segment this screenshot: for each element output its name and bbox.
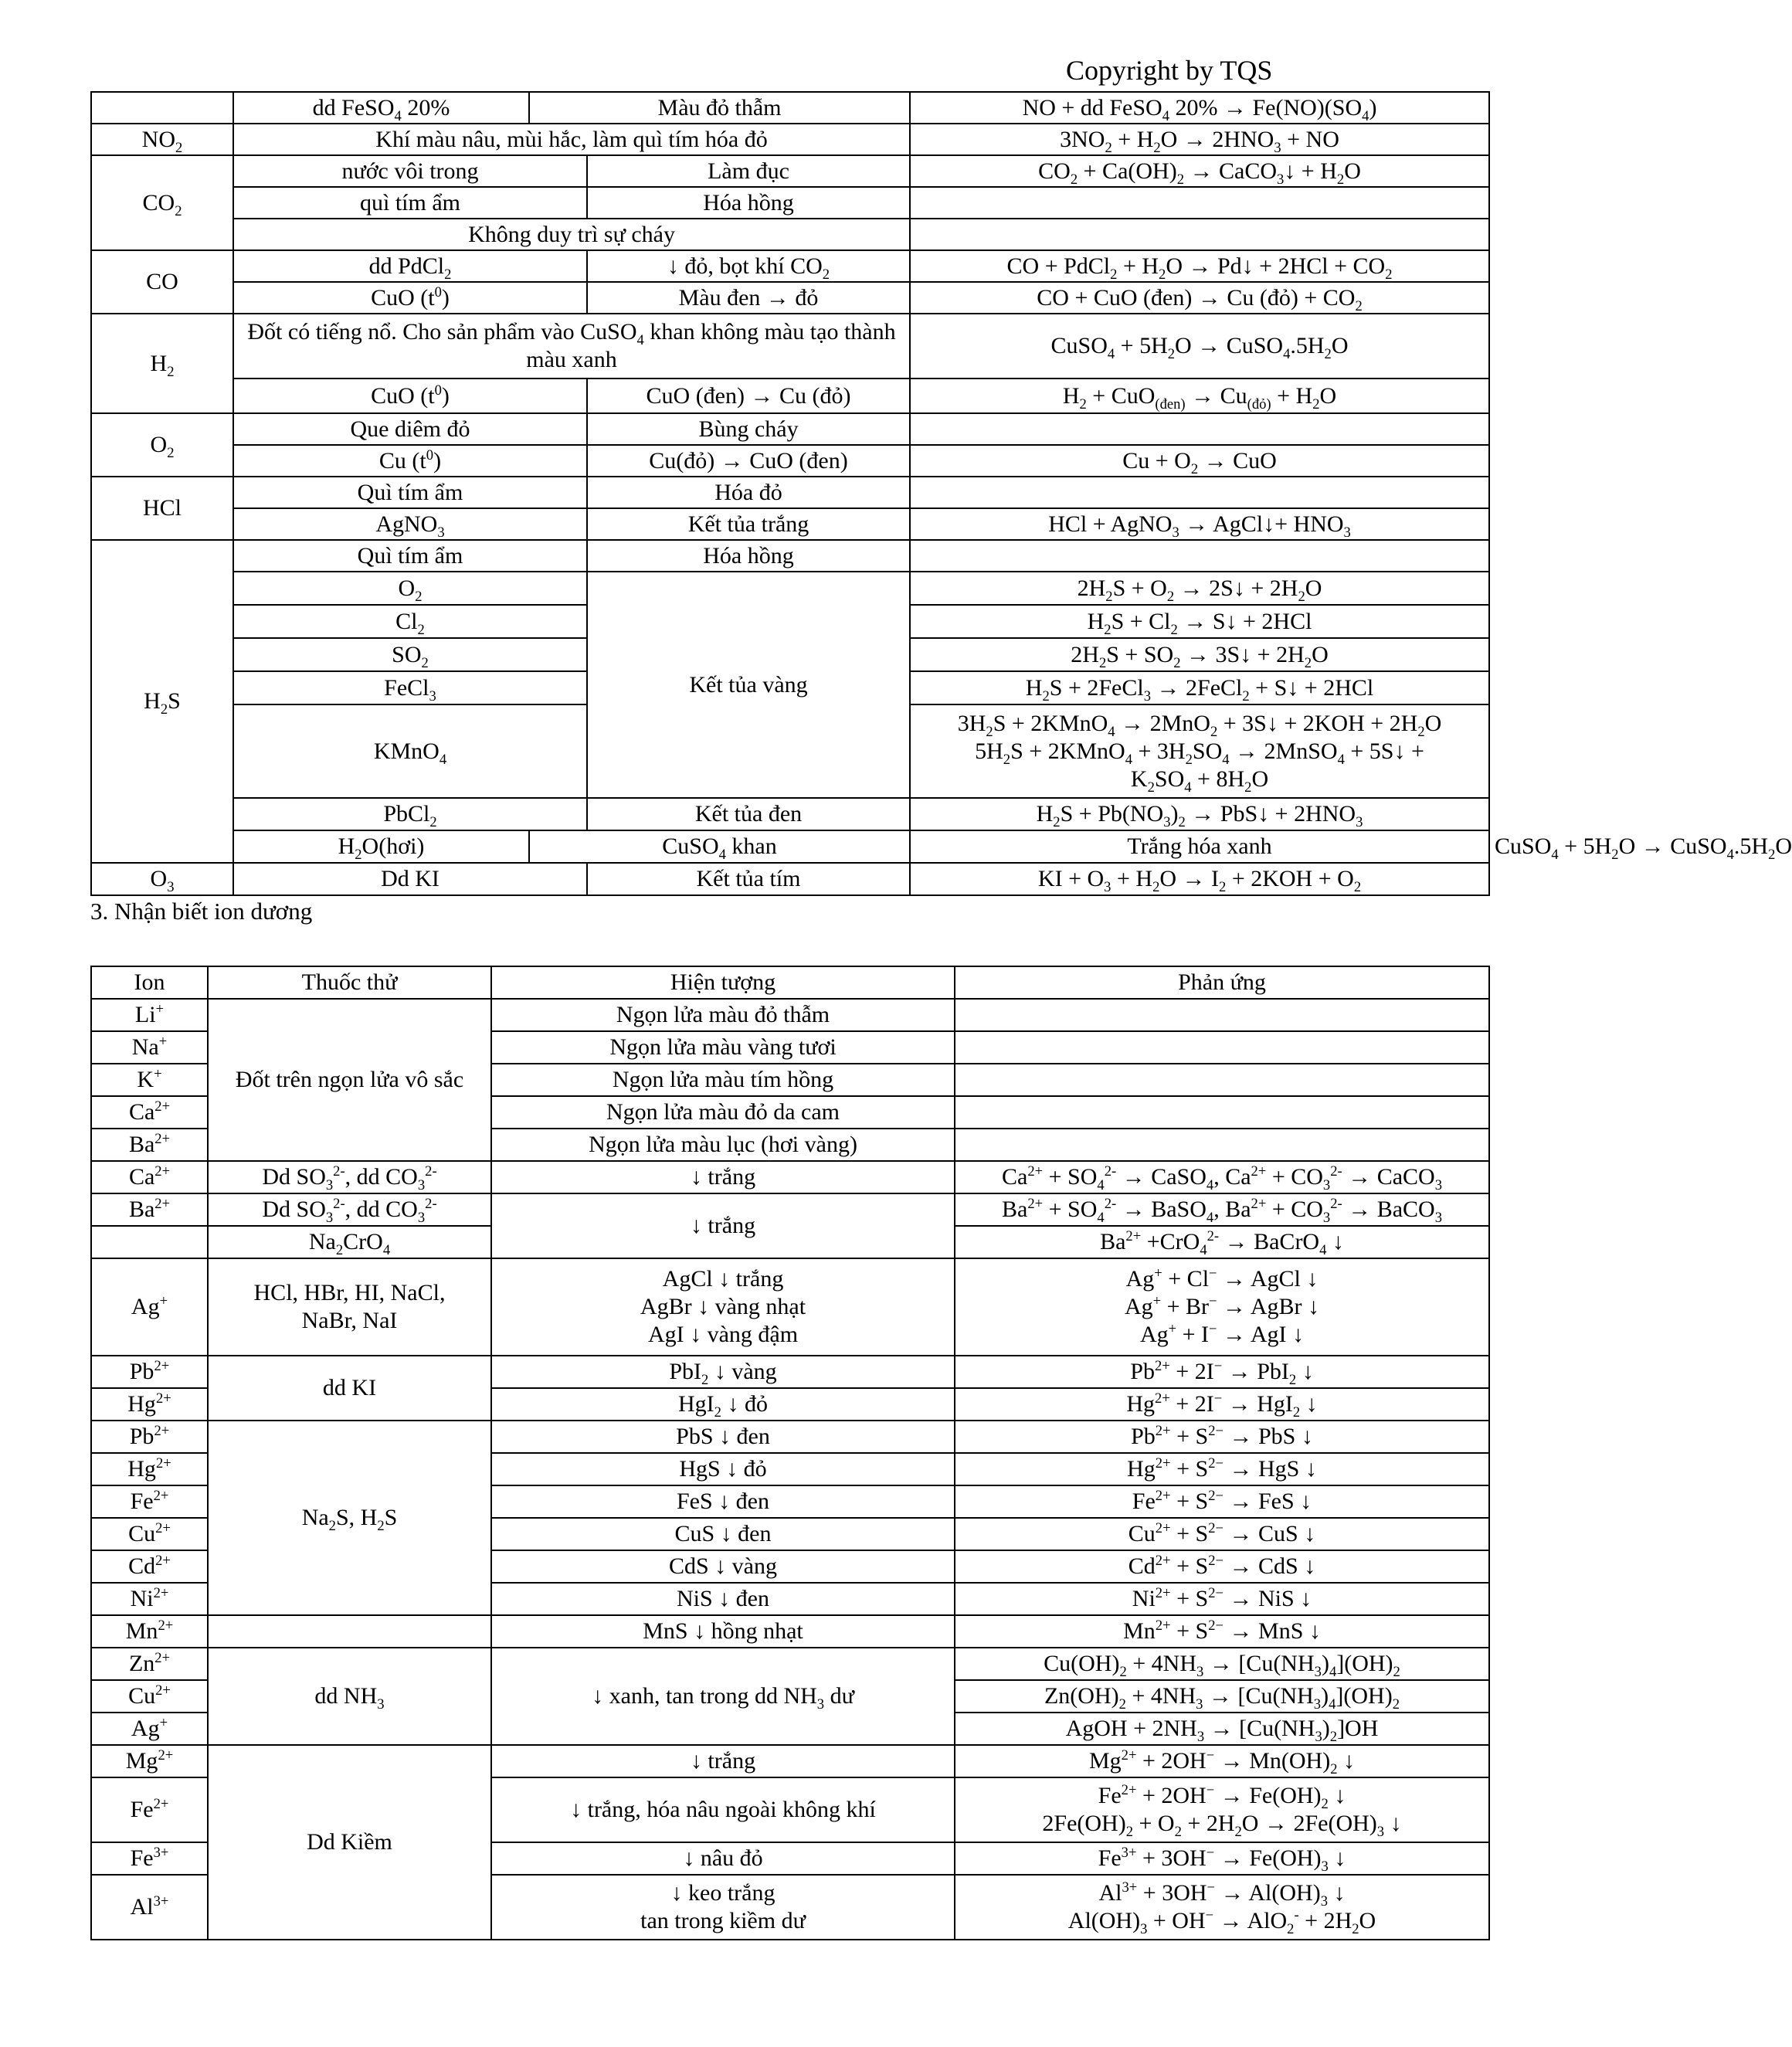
ion-cell: $Pb^{2+}$ (91, 1356, 208, 1388)
column-header: Thuốc thử (208, 966, 491, 999)
description-cell: Không duy trì sự cháy (233, 219, 910, 250)
phenomenon-cell: ↓ xanh, tan trong dd $NH_3$ dư (491, 1648, 955, 1745)
reaction-cell: $Cu^{2+} + S^{2-}$ → CuS ↓ (955, 1518, 1489, 1550)
reaction-cell: $3H_2S$ + 2KMnO$_4$ → 2MnO$_2$ + 3S↓ + $2KOH + 2H_2O$ $5H_2S$ + 2KMnO$_4$ + $3H_2SO_4$ → 2MnSO$_4$ + 5S↓ + $K_2SO_4 + 8H_2O$ (910, 704, 1489, 798)
reaction-cell: $H_2 + CuO_{(đen)} \to Cu_{(đỏ)} + H_2O$ (910, 379, 1489, 413)
table-row (91, 445, 1489, 477)
table-row (91, 314, 1489, 379)
table-row (91, 798, 1489, 830)
reaction-cell: $H_2S + Pb(NO_3)_2$ → PbS↓ + $2HNO_3$ (910, 798, 1489, 830)
gas-cell: $O_3$ (91, 863, 233, 895)
description-cell: Đốt có tiếng nổ. Cho sản phẩm vào CuSO$_4$ khan không màu tạo thành màu xanh (233, 314, 910, 379)
ion-cell: $Ca^{2+}$ (91, 1161, 208, 1193)
reaction-cell: $Fe^{2+} + S^{2-}$ → FeS ↓ (955, 1485, 1489, 1518)
ion-cell: $Pb^{2+}$ (91, 1421, 208, 1453)
reaction-cell: $Hg^{2+} + 2I^- \to HgI_2$ ↓ (955, 1388, 1489, 1421)
phenomenon-cell: Màu đỏ thẫm (529, 92, 910, 124)
table-row (91, 155, 1489, 187)
reaction-cell: $CO_2 + Ca(OH)_2$ → CaCO$_3$↓ + $H_2O$ (910, 155, 1489, 187)
phenomenon-cell: Màu đen → đỏ (587, 282, 910, 314)
ion-cell: $Fe^{3+}$ (91, 1842, 208, 1875)
reaction-cell: $Ba^{2+} +CrO_4^{2-}$ → BaCrO$_4$ ↓ (955, 1226, 1489, 1258)
reagent-cell: Que diêm đỏ (233, 413, 587, 445)
ion-cell: $Hg^{2+}$ (91, 1453, 208, 1485)
ion-cell: K+ (91, 1064, 208, 1096)
table-row: $H_2O(hơi)$ CuSO$_4$ khan Trắng hóa xanh CuSO$_4$ + $5H_2O$ → $CuSO_4.5H_2O$ (91, 830, 1489, 863)
reaction-cell (910, 540, 1489, 572)
gas-cell: $CO_2$ (91, 155, 233, 250)
table-row (91, 124, 1489, 155)
phenomenon-cell: CdS ↓ vàng (491, 1550, 955, 1583)
gas-cell: $H_2O(hơi)$ (233, 830, 529, 863)
phenomenon-cell: CuS ↓ đen (491, 1518, 955, 1550)
table-row (91, 1615, 1489, 1648)
column-header: Phản ứng (955, 966, 1489, 999)
reaction-cell: $Pb^{2+} + S^{2-}$ → PbS ↓ (955, 1421, 1489, 1453)
reagent-cell: Dd $SO_3^{2-}$, dd $CO_3^{2-}$ (208, 1193, 491, 1226)
reagent-cell: CuO $(t^0)$ (233, 282, 587, 314)
gas-cell: CO (91, 250, 233, 314)
reagent-cell: Dd KI (233, 863, 587, 895)
reaction-cell (955, 999, 1489, 1031)
phenomenon-cell: Hóa hồng (587, 187, 910, 219)
phenomenon-cell: Làm đục (587, 155, 910, 187)
phenomenon-cell: ↓ trắng (491, 1745, 955, 1777)
phenomenon-cell: Kết tủa vàng (587, 572, 910, 798)
phenomenon-cell: Cu(đỏ) → CuO (đen) (587, 445, 910, 477)
table-row (91, 1161, 1489, 1193)
reaction-cell (955, 1096, 1489, 1129)
reaction-cell: $Mn^{2+} + S^{2-}$ → MnS ↓ (955, 1615, 1489, 1648)
table-row (91, 1193, 1489, 1226)
column-header: Ion (91, 966, 208, 999)
reaction-cell: Ag+ + Cl− → AgCl ↓ Ag+ + Br− → AgBr ↓ Ag+ + I− → AgI ↓ (955, 1258, 1489, 1356)
reagent-cell: KMnO$_4$ (233, 704, 587, 798)
phenomenon-cell: ↓ nâu đỏ (491, 1842, 955, 1875)
reaction-cell: KI + $O_3 + H_2O \to I_2 + 2KOH + O_2$ (910, 863, 1489, 895)
table-row (91, 508, 1489, 540)
reagent-cell: $Na_2CrO_4$ (208, 1226, 491, 1258)
reagent-cell (208, 1615, 491, 1648)
reaction-cell: $Hg^{2+} + S^{2-}$ → HgS ↓ (955, 1453, 1489, 1485)
gas-cell: $H_2S$ (91, 540, 233, 863)
description-cell: Khí màu nâu, mùi hắc, làm quì tím hóa đỏ (233, 124, 910, 155)
reaction-cell: $Cd^{2+} + S^{2-}$ → CdS ↓ (955, 1550, 1489, 1583)
phenomenon-cell: Hóa hồng (587, 540, 910, 572)
reaction-cell: $3NO_2 + H_2O \to 2HNO_3$ + NO (910, 124, 1489, 155)
phenomenon-cell: PbI$_2$ ↓ vàng (491, 1356, 955, 1388)
phenomenon-cell: ↓ trắng, hóa nâu ngoài không khí (491, 1777, 955, 1842)
table-row (91, 1648, 1489, 1680)
phenomenon-cell: Hóa đỏ (587, 477, 910, 508)
reagent-cell: $Cl_2$ (233, 605, 587, 638)
ion-cell: $Mn^{2+}$ (91, 1615, 208, 1648)
table-row (91, 250, 1489, 282)
reaction-cell: CO + CuO (đen) → Cu (đỏ) + $CO_2$ (910, 282, 1489, 314)
ion-cell: $Cu^{2+}$ (91, 1518, 208, 1550)
table-row (91, 219, 1489, 250)
reaction-cell: $Ca^{2+} + SO_4^{2-}$ → CaSO$_4$, $Ca^{2+} + CO_3^{2-}$ → CaCO$_3$ (955, 1161, 1489, 1193)
table-row (91, 999, 1489, 1031)
gas-cell: HCl (91, 477, 233, 540)
gas-cell: $NO_2$ (91, 124, 233, 155)
phenomenon-cell: Ngọn lửa màu vàng tươi (491, 1031, 955, 1064)
table-row (91, 572, 1489, 605)
ion-cell: Li+ (91, 999, 208, 1031)
reaction-cell: $H_2S$ + 2FeCl$_3$ → 2FeCl$_2$ + S↓ + 2HCl (910, 671, 1489, 704)
reaction-cell: $Zn(OH)_2 + 4NH_3 \to [Cu(NH_3)_4](OH)_2$ (955, 1680, 1489, 1713)
phenomenon-cell: FeS ↓ đen (491, 1485, 955, 1518)
reaction-cell: $2H_2S + O_2$ → 2S↓ + $2H_2O$ (910, 572, 1489, 605)
reaction-cell: $Mg^{2+} + 2OH^- \to Mn(OH)_2$ ↓ (955, 1745, 1489, 1777)
reaction-cell (955, 1031, 1489, 1064)
table-row (91, 1421, 1489, 1453)
phenomenon-cell: CuO (đen) → Cu (đỏ) (587, 379, 910, 413)
ion-cell: $Fe^{2+}$ (91, 1485, 208, 1518)
table-row (91, 282, 1489, 314)
ion-cell: $Ni^{2+}$ (91, 1583, 208, 1615)
reaction-cell: $Cu(OH)_2 + 4NH_3 \to [Cu(NH_3)_4](OH)_2$ (955, 1648, 1489, 1680)
gas-identification-table (90, 91, 1792, 896)
reagent-cell: dd PdCl$_2$ (233, 250, 587, 282)
reaction-cell: $Pb^{2+} + 2I^- \to PbI_2$ ↓ (955, 1356, 1489, 1388)
phenomenon-cell: HgS ↓ đỏ (491, 1453, 955, 1485)
ion-cell: $Fe^{2+}$ (91, 1777, 208, 1842)
reagent-cell: CuO $(t^0)$ (233, 379, 587, 413)
reaction-cell: $Ni^{2+} + S^{2-}$ → NiS ↓ (955, 1583, 1489, 1615)
table-row (91, 540, 1489, 572)
reagent-cell: Dd $SO_3^{2-}$, dd $CO_3^{2-}$ (208, 1161, 491, 1193)
phenomenon-cell: MnS ↓ hồng nhạt (491, 1615, 955, 1648)
reagent-cell: dd KI (208, 1356, 491, 1421)
phenomenon-cell: ↓ trắng (491, 1161, 955, 1193)
phenomenon-cell: AgCl ↓ trắng AgBr ↓ vàng nhạt AgI ↓ vàng đậm (491, 1258, 955, 1356)
reagent-cell: $Na_2S$, $H_2S$ (208, 1421, 491, 1615)
table-row (91, 863, 1489, 895)
ion-cell: $Ca^{2+}$ (91, 1096, 208, 1129)
cation-identification-table (90, 966, 1490, 1940)
reagent-cell: Cu $(t^0)$ (233, 445, 587, 477)
reagent-cell: CuSO$_4$ khan (529, 830, 910, 863)
phenomenon-cell: Bùng cháy (587, 413, 910, 445)
reaction-cell: $Cu + O_2$ → CuO (910, 445, 1489, 477)
gas-cell (91, 92, 233, 124)
phenomenon-cell: Ngọn lửa màu lục (hơi vàng) (491, 1129, 955, 1161)
phenomenon-cell: Kết tủa tím (587, 863, 910, 895)
table-row (91, 413, 1489, 445)
table-row (91, 477, 1489, 508)
reagent-cell: nước vôi trong (233, 155, 587, 187)
reagent-cell: HCl, HBr, HI, NaCl, NaBr, NaI (208, 1258, 491, 1356)
reaction-cell: $Al^{3+} + 3OH^- \to Al(OH)_3$ ↓ $Al(OH)_3 + OH^- \to AlO_2^- + 2H_2O$ (955, 1875, 1489, 1940)
reagent-cell: Quì tím ẩm (233, 540, 587, 572)
reagent-cell: dd $NH_3$ (208, 1648, 491, 1745)
reaction-cell: CO + PdCl$_2$ + $H_2O$ → Pd↓ + $2HCl + CO_2$ (910, 250, 1489, 282)
reagent-cell: PbCl$_2$ (233, 798, 587, 830)
phenomenon-cell: Trắng hóa xanh (910, 830, 1489, 863)
phenomenon-cell: ↓ đỏ, bọt khí $CO_2$ (587, 250, 910, 282)
reaction-cell: $Ba^{2+} + SO_4^{2-}$ → BaSO$_4$, $Ba^{2+} + CO_3^{2-}$ → BaCO$_3$ (955, 1193, 1489, 1226)
gas-cell: $H_2$ (91, 314, 233, 413)
reaction-cell (910, 413, 1489, 445)
table-row (91, 379, 1489, 413)
phenomenon-cell: ↓ trắng (491, 1193, 955, 1258)
copyright-text: Copyright by TQS (1066, 55, 1273, 86)
ion-cell: $Ba^{2+}$ (91, 1129, 208, 1161)
phenomenon-cell: NiS ↓ đen (491, 1583, 955, 1615)
section-heading: 3. Nhận biết ion dương (90, 898, 313, 925)
reaction-cell (910, 187, 1489, 219)
ion-cell: $Al^{3+}$ (91, 1875, 208, 1940)
phenomenon-cell: PbS ↓ đen (491, 1421, 955, 1453)
reaction-cell (910, 219, 1489, 250)
reaction-cell: $Fe^{3+} + 3OH^- \to Fe(OH)_3$ ↓ (955, 1842, 1489, 1875)
reaction-cell: NO + dd FeSO$_4$ $20\% \to Fe(NO)(SO_4)$ (910, 92, 1489, 124)
phenomenon-cell: Ngọn lửa màu đỏ da cam (491, 1096, 955, 1129)
ion-cell: $Hg^{2+}$ (91, 1388, 208, 1421)
reaction-cell: $2H_2S + SO_2$ → 3S↓ + $2H_2O$ (910, 638, 1489, 671)
reaction-cell: $Fe^{2+} + 2OH^- \to Fe(OH)_2$ ↓ $2Fe(OH)_2 + O_2 + 2H_2O \to 2Fe(OH)_3$ ↓ (955, 1777, 1489, 1842)
reagent-cell: $SO_2$ (233, 638, 587, 671)
reagent-cell: Dd Kiềm (208, 1745, 491, 1940)
reagent-cell: dd FeSO$_4$ 20% (233, 92, 529, 124)
ion-cell (91, 1226, 208, 1258)
ion-cell: $Cd^{2+}$ (91, 1550, 208, 1583)
reaction-cell: $H_2S + Cl_2$ → S↓ + 2HCl (910, 605, 1489, 638)
reagent-cell: Đốt trên ngọn lửa vô sắc (208, 999, 491, 1161)
phenomenon-cell: Ngọn lửa màu tím hồng (491, 1064, 955, 1096)
phenomenon-cell: HgI$_2$ ↓ đỏ (491, 1388, 955, 1421)
reaction-cell: HCl + AgNO$_3$ → AgCl↓+ $HNO_3$ (910, 508, 1489, 540)
ion-cell: $Zn^{2+}$ (91, 1648, 208, 1680)
table-row (91, 1356, 1489, 1388)
gas-cell: $O_2$ (91, 413, 233, 477)
ion-cell: $Ba^{2+}$ (91, 1193, 208, 1226)
table-row (91, 1258, 1489, 1356)
reagent-cell: AgNO$_3$ (233, 508, 587, 540)
table-row (91, 1745, 1489, 1777)
reaction-cell (910, 477, 1489, 508)
phenomenon-cell: ↓ keo trắng tan trong kiềm dư (491, 1875, 955, 1940)
reaction-cell: CuSO$_4$ + $5H_2O$ → $CuSO_4.5H_2O$ (910, 314, 1489, 379)
reagent-cell: quì tím ẩm (233, 187, 587, 219)
reagent-cell: $O_2$ (233, 572, 587, 605)
ion-cell: $Cu^{2+}$ (91, 1680, 208, 1713)
ion-cell: $Mg^{2+}$ (91, 1745, 208, 1777)
table-header-row (91, 966, 1489, 999)
ion-cell: Ag+ (91, 1258, 208, 1356)
ion-cell: Na+ (91, 1031, 208, 1064)
phenomenon-cell: Kết tủa đen (587, 798, 910, 830)
table-row (91, 187, 1489, 219)
reaction-cell: AgOH + $2NH_3 \to [Cu(NH_3)_2]OH$ (955, 1713, 1489, 1745)
phenomenon-cell: Kết tủa trắng (587, 508, 910, 540)
table-row (91, 92, 1489, 124)
reagent-cell: Quì tím ẩm (233, 477, 587, 508)
reagent-cell: FeCl$_3$ (233, 671, 587, 704)
reaction-cell (955, 1064, 1489, 1096)
ion-cell: Ag+ (91, 1713, 208, 1745)
column-header: Hiện tượng (491, 966, 955, 999)
reaction-cell (955, 1129, 1489, 1161)
phenomenon-cell: Ngọn lửa màu đỏ thẫm (491, 999, 955, 1031)
